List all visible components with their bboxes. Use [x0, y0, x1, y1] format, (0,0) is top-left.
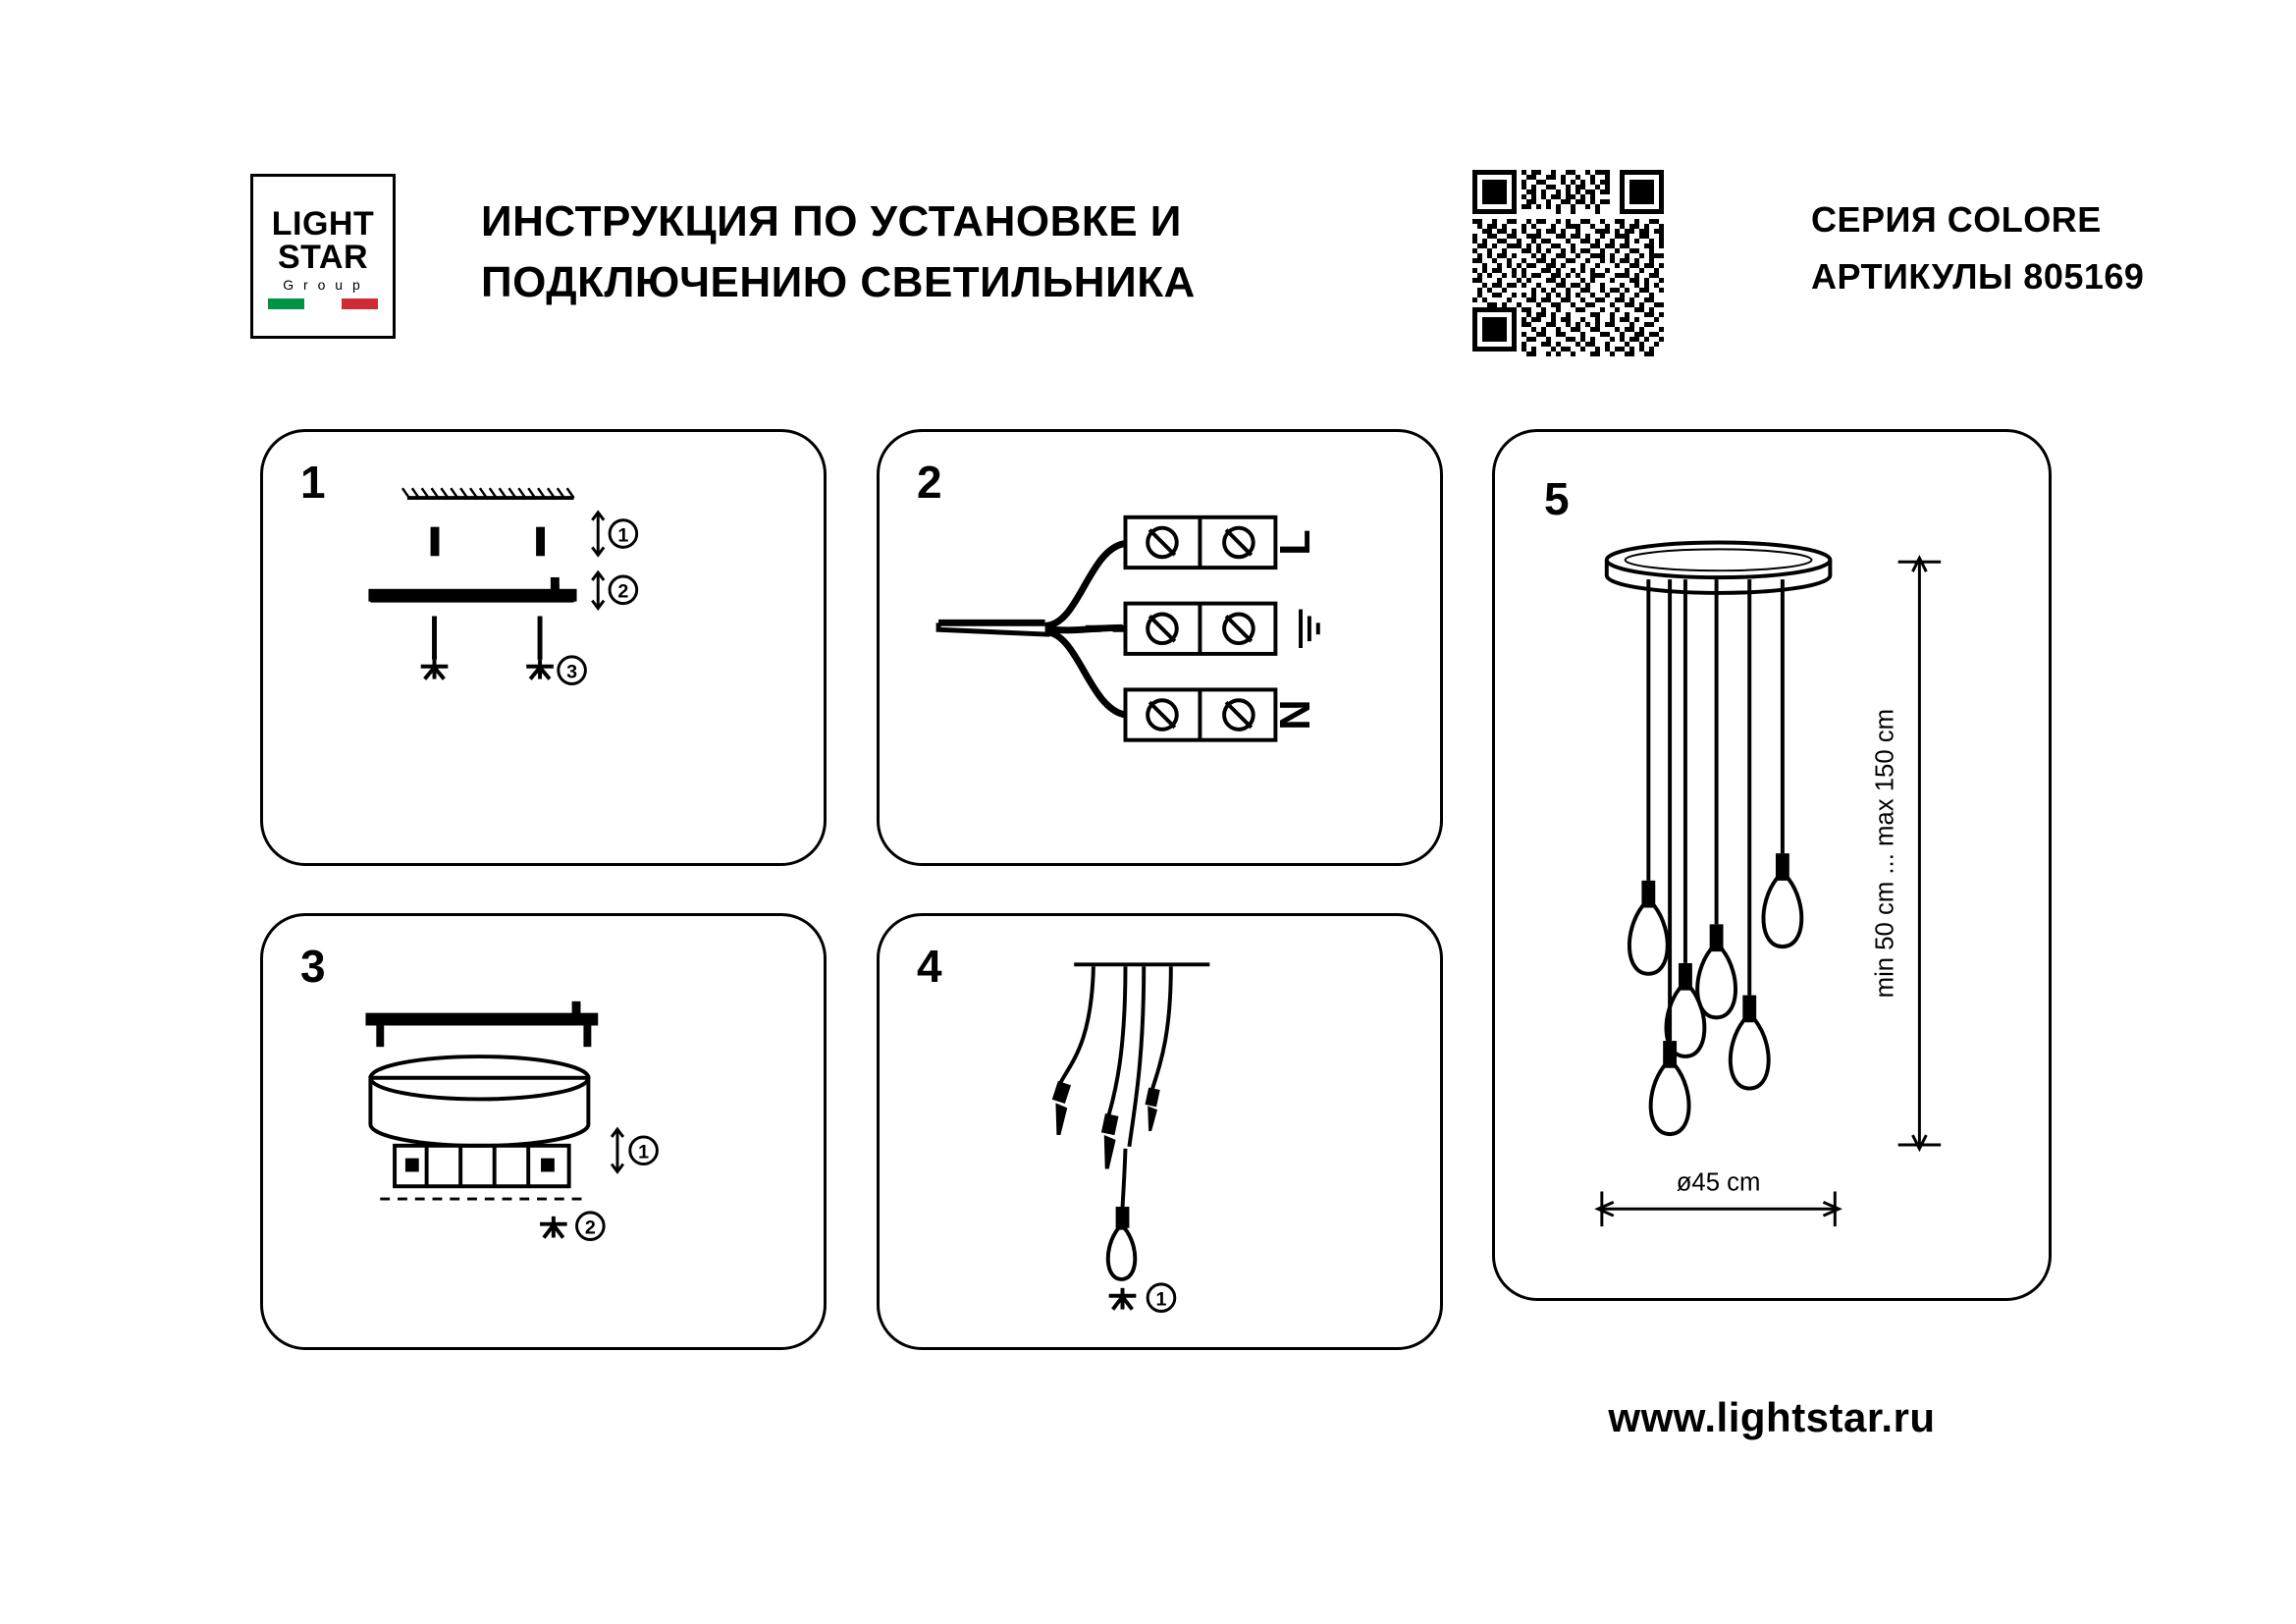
- step-number-2: 2: [917, 457, 942, 508]
- step-panel-1: [260, 429, 827, 866]
- step-number-4: 4: [917, 941, 942, 992]
- product-meta: [1811, 191, 2296, 305]
- logo-group-text: G r o u p: [283, 277, 363, 293]
- page-title-line-2: ПОДКЛЮЧЕНИЮ СВЕТИЛЬНИКА: [481, 258, 1196, 306]
- step-number-5: 5: [1544, 473, 1570, 524]
- svg-text:2: 2: [617, 580, 629, 603]
- svg-text:3: 3: [566, 661, 578, 683]
- svg-text:1: 1: [617, 524, 629, 547]
- logo-line-2: STAR: [277, 239, 369, 276]
- step-5-diagram: [1495, 432, 2049, 1298]
- series-label: СЕРИЯ COLORE: [1811, 199, 2102, 240]
- header: [250, 162, 2145, 349]
- height-dimension-label: min 50 cm ... max 150 cm: [1871, 708, 1899, 999]
- website-url[interactable]: www.lightstar.ru: [1608, 1394, 1936, 1440]
- step-panel-3: [260, 913, 827, 1350]
- italian-flag-icon: [268, 298, 378, 309]
- qr-code-icon: [1472, 170, 1683, 366]
- step-1-diagram: [263, 432, 824, 863]
- terminal-neutral-label: N: [1271, 699, 1319, 731]
- svg-text:1: 1: [1155, 1288, 1167, 1311]
- step-3-diagram: [263, 916, 824, 1347]
- step-panel-4: [877, 913, 1443, 1350]
- step-2-diagram: [880, 432, 1440, 863]
- step-panel-5: [1492, 429, 2052, 1301]
- article-label: АРТИКУЛЫ 805169: [1811, 256, 2145, 297]
- terminal-live-label: L: [1271, 529, 1319, 556]
- footer: [1492, 1394, 2052, 1441]
- step-4-diagram: [880, 916, 1440, 1347]
- step-panel-2: [877, 429, 1443, 866]
- page-title-line-1: ИНСТРУКЦИЯ ПО УСТАНОВКЕ И: [481, 197, 1182, 245]
- step-number-3: 3: [300, 941, 326, 992]
- step-number-1: 1: [300, 457, 326, 508]
- page-title: [481, 191, 1256, 313]
- svg-text:1: 1: [638, 1141, 650, 1164]
- logo-line-1: LIGHT: [271, 205, 375, 243]
- brand-logo: [250, 174, 396, 339]
- svg-text:2: 2: [584, 1217, 596, 1239]
- diameter-dimension-label: ø45 cm: [1676, 1168, 1761, 1197]
